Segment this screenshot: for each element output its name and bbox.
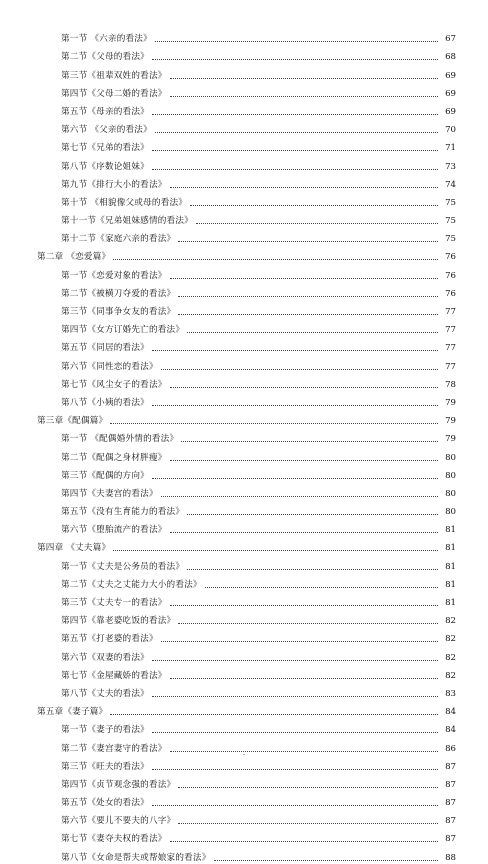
- toc-entry-page-number: 82: [445, 634, 456, 645]
- toc-entry-page-number: 75: [445, 197, 456, 208]
- toc-section-entry: [0, 500, 488, 518]
- toc-entry-title: 第十二节《家庭六亲的看法》: [61, 234, 176, 245]
- toc-section-entry: [0, 554, 488, 572]
- toc-entry-title: 第五节《没有生育能力的看法》: [61, 507, 185, 518]
- toc-dot-leader: [110, 714, 438, 715]
- toc-entry-title: 第三节《配偶的方向》: [61, 470, 149, 481]
- toc-entry-page-number: 84: [445, 725, 456, 736]
- toc-dot-leader: [187, 569, 438, 570]
- toc-entry-page-number: 80: [445, 470, 456, 481]
- toc-entry-page-number: 79: [445, 434, 456, 445]
- toc-dot-leader: [152, 478, 438, 479]
- toc-dot-leader: [214, 860, 439, 861]
- toc-entry-title: 第八节《小姨的看法》: [61, 397, 149, 408]
- toc-entry-title: 第一节 《六亲的看法》: [61, 34, 152, 45]
- toc-section-entry: [0, 63, 488, 81]
- toc-entry-title: 第三节《旺夫的看法》: [61, 761, 149, 772]
- toc-section-entry: [0, 809, 488, 827]
- toc-dot-leader: [113, 550, 438, 551]
- toc-entry-title: 第二章 《恋爱篇》: [37, 252, 111, 263]
- toc-dot-leader: [152, 805, 438, 806]
- toc-dot-leader: [170, 96, 438, 97]
- toc-entry-page-number: 79: [445, 397, 456, 408]
- toc-section-entry: [0, 645, 488, 663]
- toc-entry-title: 第四节《父母二婚的看法》: [61, 88, 167, 99]
- toc-dot-leader: [152, 769, 438, 770]
- toc-entry-page-number: 82: [445, 616, 456, 627]
- toc-chapter-entry: [0, 409, 488, 427]
- toc-entry-title: 第四节《靠老婆吃饭的看法》: [61, 616, 176, 627]
- toc-dot-leader: [178, 623, 438, 624]
- toc-entry-title: 第十一节《兄弟姐妹感情的看法》: [61, 216, 193, 227]
- toc-entry-title: 第六节《同性恋的看法》: [61, 361, 158, 372]
- toc-entry-page-number: 71: [445, 143, 456, 154]
- toc-dot-leader: [187, 514, 438, 515]
- toc-section-entry: [0, 154, 488, 172]
- toc-entry-title: 第三节《丈夫专一的看法》: [61, 598, 167, 608]
- toc-dot-leader: [110, 423, 438, 424]
- toc-entry-page-number: 81: [445, 543, 456, 554]
- toc-entry-page-number: 78: [445, 379, 456, 390]
- toc-dot-leader: [178, 823, 438, 824]
- toc-section-entry: [0, 445, 488, 463]
- toc-entry-page-number: 82: [445, 670, 456, 681]
- toc-dot-leader: [155, 132, 438, 133]
- toc-section-entry: [0, 263, 488, 281]
- toc-entry-title: 第一节《妻子的看法》: [61, 725, 149, 736]
- toc-entry-title: 第七节《兄弟的看法》: [61, 143, 149, 154]
- toc-dot-leader: [170, 678, 438, 679]
- toc-entry-page-number: 80: [445, 488, 456, 499]
- toc-dot-leader: [152, 350, 438, 351]
- toc-dot-leader: [178, 787, 438, 788]
- toc-section-entry: [0, 391, 488, 409]
- toc-dot-leader: [170, 751, 438, 752]
- toc-section-entry: [0, 27, 488, 45]
- toc-entry-page-number: 83: [445, 688, 456, 699]
- toc-section-entry: [0, 300, 488, 318]
- toc-section-entry: [0, 482, 488, 500]
- toc-entry-page-number: 74: [445, 179, 456, 190]
- toc-entry-page-number: 87: [445, 798, 456, 809]
- toc-section-entry: [0, 118, 488, 136]
- toc-section-entry: [0, 173, 488, 191]
- toc-entry-title: 第一节《恋爱对象的看法》: [61, 270, 167, 281]
- toc-entry-page-number: 79: [445, 416, 456, 427]
- toc-entry-title: 第四节《夫妻宫的看法》: [61, 488, 158, 499]
- toc-dot-leader: [178, 296, 438, 297]
- toc-entry-page-number: 76: [445, 288, 456, 299]
- toc-dot-leader: [155, 41, 438, 42]
- toc-entry-title: 第七节《妻夺夫权的看法》: [61, 834, 167, 845]
- toc-section-entry: [0, 518, 488, 536]
- toc-entry-page-number: 88: [445, 852, 456, 863]
- toc-entry-page-number: 77: [445, 343, 456, 354]
- toc-entry-title: 第二节《丈夫之丈能力大小的看法》: [61, 579, 202, 590]
- toc-section-entry: [0, 827, 488, 845]
- toc-entry-page-number: 81: [445, 561, 456, 572]
- toc-dot-leader: [170, 532, 438, 533]
- toc-section-entry: [0, 773, 488, 791]
- toc-entry-page-number: 77: [445, 307, 456, 317]
- toc-dot-leader: [152, 150, 438, 151]
- toc-entry-title: 第二节《父母的看法》: [61, 52, 149, 63]
- toc-entry-page-number: 67: [445, 34, 456, 45]
- toc-entry-page-number: 87: [445, 816, 456, 827]
- toc-entry-title: 第七节《金屋藏娇的看法》: [61, 670, 167, 681]
- toc-entry-title: 第七节《风尘女子的看法》: [61, 379, 167, 390]
- toc-chapter-entry: [0, 700, 488, 718]
- toc-entry-title: 第九节《排行大小的看法》: [61, 179, 167, 190]
- toc-entry-page-number: 69: [445, 70, 456, 81]
- toc-section-entry: [0, 282, 488, 300]
- toc-entry-page-number: 76: [445, 270, 456, 281]
- toc-dot-leader: [161, 641, 438, 642]
- toc-entry-title: 第六节《要儿不要夫的八字》: [61, 816, 176, 827]
- toc-entry-title: 第四章 《丈夫篇》: [37, 543, 111, 554]
- toc-dot-leader: [190, 205, 438, 206]
- toc-dot-leader: [152, 169, 438, 170]
- toc-entry-page-number: 87: [445, 834, 456, 845]
- toc-chapter-entry: [0, 245, 488, 263]
- toc-entry-title: 第三节《同事争女友的看法》: [61, 307, 176, 317]
- toc-entry-page-number: 69: [445, 106, 456, 117]
- toc-entry-title: 第八节《丈夫的看法》: [61, 688, 149, 699]
- toc-dot-leader: [152, 660, 438, 661]
- toc-entry-page-number: 86: [445, 743, 456, 754]
- toc-dot-leader: [152, 405, 438, 406]
- toc-section-entry: [0, 336, 488, 354]
- toc-dot-leader: [170, 78, 438, 79]
- toc-dot-leader: [170, 278, 438, 279]
- toc-section-entry: [0, 573, 488, 591]
- toc-entry-title: 第六节《堕胎流产的看法》: [61, 525, 167, 536]
- toc-dot-leader: [178, 314, 438, 315]
- toc-dot-leader: [187, 332, 438, 333]
- toc-dot-leader: [152, 114, 438, 115]
- toc-entry-page-number: 87: [445, 779, 456, 790]
- toc-entry-page-number: 69: [445, 88, 456, 99]
- toc-dot-leader: [205, 587, 438, 588]
- toc-entry-title: 第六节《双妻的看法》: [61, 652, 149, 663]
- toc-section-entry: [0, 82, 488, 100]
- toc-entry-title: 第五节《母亲的看法》: [61, 106, 149, 117]
- toc-chapter-entry: [0, 536, 488, 554]
- toc-dot-leader: [170, 460, 438, 461]
- toc-entry-title: 第八节《序数论姐妹》: [61, 161, 149, 172]
- toc-section-entry: [0, 591, 488, 609]
- toc-section-entry: [0, 209, 488, 227]
- toc-dot-leader: [196, 223, 438, 224]
- toc-entry-page-number: 76: [445, 252, 456, 263]
- toc-section-entry: [0, 136, 488, 154]
- toc-entry-title: 第八节《女命是帮夫或帮娘家的看法》: [61, 852, 211, 863]
- toc-section-entry: [0, 354, 488, 372]
- toc-entry-title: 第五章《妻子篇》: [37, 707, 108, 718]
- toc-section-entry: [0, 664, 488, 682]
- toc-section-entry: [0, 100, 488, 118]
- toc-entry-page-number: 70: [445, 125, 456, 136]
- toc-entry-page-number: 75: [445, 234, 456, 245]
- toc-entry-page-number: 81: [445, 598, 456, 608]
- toc-dot-leader: [181, 441, 438, 442]
- toc-entry-title: 第二节《配偶之身材胖瘦》: [61, 452, 167, 463]
- toc-section-entry: [0, 191, 488, 209]
- table-of-contents: [0, 27, 488, 864]
- toc-entry-title: 第五节《处女的看法》: [61, 798, 149, 809]
- toc-entry-title: 第十节 《相貌像父或母的看法》: [61, 197, 188, 208]
- toc-dot-leader: [113, 259, 438, 260]
- toc-section-entry: [0, 845, 488, 863]
- toc-dot-leader: [170, 605, 438, 606]
- toc-section-entry: [0, 227, 488, 245]
- toc-entry-page-number: 81: [445, 579, 456, 590]
- toc-section-entry: [0, 45, 488, 63]
- toc-dot-leader: [170, 387, 438, 388]
- toc-entry-page-number: 81: [445, 525, 456, 536]
- toc-entry-title: 第四节《贞节观念强的看法》: [61, 779, 176, 790]
- toc-dot-leader: [178, 241, 438, 242]
- toc-entry-page-number: 80: [445, 452, 456, 463]
- toc-section-entry: [0, 318, 488, 336]
- toc-dot-leader: [170, 187, 438, 188]
- toc-section-entry: [0, 609, 488, 627]
- toc-entry-page-number: 73: [445, 161, 456, 172]
- toc-entry-title: 第四节《女方订婚先亡的看法》: [61, 325, 185, 336]
- toc-entry-title: 第一节《丈夫是公务员的看法》: [61, 561, 185, 572]
- toc-entry-page-number: 87: [445, 761, 456, 772]
- page-footer-number: -: [242, 751, 246, 758]
- toc-entry-title: 第五节《打老婆的看法》: [61, 634, 158, 645]
- toc-entry-page-number: 77: [445, 361, 456, 372]
- toc-dot-leader: [161, 496, 438, 497]
- toc-dot-leader: [170, 841, 438, 842]
- toc-entry-page-number: 82: [445, 652, 456, 663]
- toc-dot-leader: [161, 369, 438, 370]
- toc-entry-page-number: 75: [445, 216, 456, 227]
- toc-entry-title: 第三章《配偶篇》: [37, 416, 108, 427]
- toc-section-entry: [0, 682, 488, 700]
- toc-entry-title: 第三节《祖辈双姓的看法》: [61, 70, 167, 81]
- toc-section-entry: [0, 373, 488, 391]
- toc-section-entry: [0, 627, 488, 645]
- toc-section-entry: [0, 427, 488, 445]
- toc-entry-title: 第二节《妻宫妻守的看法》: [61, 743, 167, 754]
- toc-entry-title: 第五节《同居的看法》: [61, 343, 149, 354]
- toc-dot-leader: [152, 732, 438, 733]
- toc-entry-title: 第一节 《配偶婚外情的看法》: [61, 434, 179, 445]
- toc-dot-leader: [152, 59, 438, 60]
- toc-entry-page-number: 68: [445, 52, 456, 63]
- toc-section-entry: [0, 718, 488, 736]
- toc-entry-page-number: 84: [445, 707, 456, 718]
- toc-entry-title: 第二节《被横刀夺爱的看法》: [61, 288, 176, 299]
- toc-dot-leader: [152, 696, 438, 697]
- toc-entry-title: 第六节 《父亲的看法》: [61, 125, 152, 136]
- toc-section-entry: [0, 791, 488, 809]
- toc-entry-page-number: 80: [445, 507, 456, 518]
- toc-entry-page-number: 77: [445, 325, 456, 336]
- toc-section-entry: [0, 464, 488, 482]
